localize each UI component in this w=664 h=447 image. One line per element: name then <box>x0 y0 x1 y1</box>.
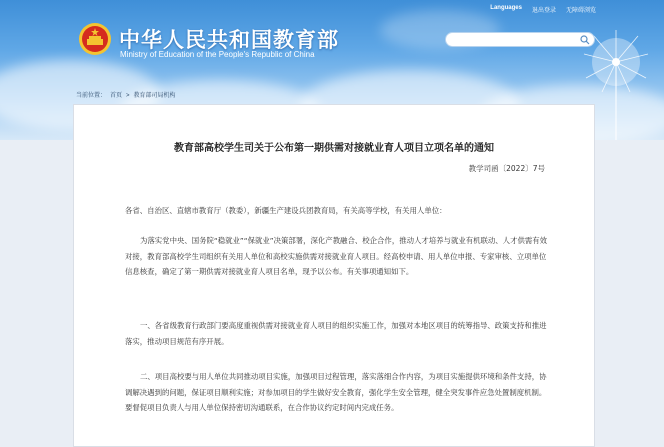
breadcrumb-separator: > <box>126 93 130 99</box>
breadcrumb-section-link[interactable]: 教育部司局机构 <box>133 93 176 99</box>
accessibility-link[interactable]: 无障碍浏览 <box>565 8 596 14</box>
breadcrumb <box>76 90 180 99</box>
article-paragraph: 一、各省级教育行政部门要高度重视供需对接就业育人项目的组织实施工作，加强对本地区项目的统筹指导、政策支持和推进落实，推动项目规范有序开展。 <box>125 321 547 346</box>
site-title-en: Ministry of Education of the People's Republic of China <box>120 50 315 59</box>
national-emblem-icon <box>78 22 112 56</box>
breadcrumb-home-link[interactable]: 首页 <box>110 93 123 99</box>
breadcrumb-prefix: 当前位置： <box>76 93 107 99</box>
article-addressee: 各省、自治区、直辖市教育厅（教委），新疆生产建设兵团教育局，有关高等学校，有关用人单位： <box>125 206 447 215</box>
top-links <box>490 5 596 14</box>
languages-link[interactable]: Languages <box>490 5 522 11</box>
search-icon[interactable] <box>580 35 590 45</box>
article-panel <box>73 104 595 447</box>
document-number: 教学司函〔2022〕7号 <box>468 164 545 173</box>
search-input[interactable] <box>445 32 595 47</box>
article-paragraph: 二、项目高校要与用人单位共同推动项目实施，加强项目过程管理，落实落细合作内容，为项目实施提供环境和条件支持，协调解决遇到的问题，保证项目顺利实施；对参加项目的学生做好安全教育，强化学生安全管理，健全突发事件应急处置制度机制。要督促项目负责人与用人单位保持密切沟通联系，在合作协议约定时间内完成任务。 <box>125 372 547 412</box>
article-paragraph: 为落实党中央、国务院“稳就业”“保就业”决策部署，深化产教融合、校企合作，推动人才培养与就业有机联动、人才供需有效对接，教育部高校学生司组织有关用人单位和高校实施供需对接就业育人项目。经高校申请、用人单位申报、专家审核、立项单位信息核查，确定了第一期供需对接就业育人项目名单，现予以公布。有关事项通知如下。 <box>125 236 548 276</box>
article-title: 教育部高校学生司关于公布第一期供需对接就业育人项目立项名单的通知 <box>174 143 494 154</box>
site-title: 中华人民共和国教育部 <box>119 28 339 52</box>
logout-link[interactable]: 退出登录 <box>531 8 556 14</box>
